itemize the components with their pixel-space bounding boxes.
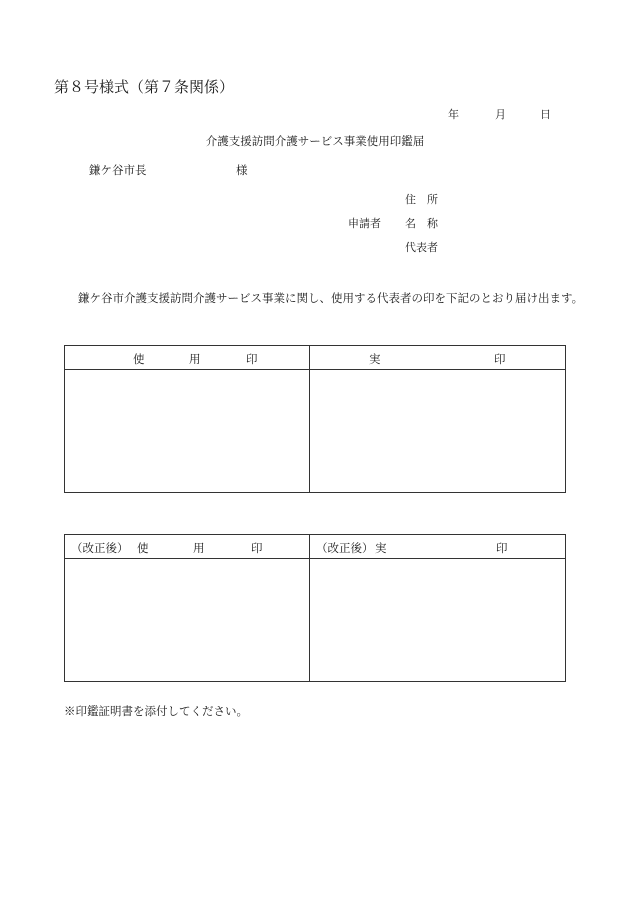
used-seal-box[interactable] — [65, 370, 310, 492]
header-char: 印 — [496, 541, 508, 555]
applicant-label: 申請者 — [348, 217, 381, 230]
revised-prefix: （改正後） — [71, 541, 129, 555]
seal-table — [64, 345, 566, 493]
date-month-label: 月 — [495, 108, 506, 121]
name-label: 名 称 — [405, 217, 438, 230]
attachment-note: ※印鑑証明書を添付してください。 — [64, 704, 248, 718]
actual-seal-header — [310, 346, 565, 370]
revised-used-seal-box[interactable] — [65, 559, 310, 681]
body-text: 鎌ケ谷市介護支援訪問介護サービス事業に関し、使用する代表者の印を下記のとおり届け出ます。 — [78, 291, 584, 305]
header-char: 実 — [375, 541, 387, 555]
revised-actual-seal-box[interactable] — [310, 559, 565, 681]
actual-seal-box[interactable] — [310, 370, 565, 492]
header-char: 印 — [494, 352, 506, 366]
date-day-label: 日 — [540, 108, 551, 121]
form-number: 第８号様式（第７条関係） — [54, 78, 235, 96]
header-char: 印 — [251, 541, 263, 555]
header-char: 使 — [137, 541, 149, 555]
header-char: 使 — [133, 352, 145, 366]
used-seal-header — [65, 346, 310, 370]
revised-actual-seal-header — [310, 535, 565, 559]
header-char: 印 — [246, 352, 258, 366]
revised-prefix: （改正後） — [316, 541, 374, 555]
date-year-label: 年 — [448, 108, 459, 121]
addressee: 鎌ケ谷市長 — [89, 163, 147, 177]
address-label: 住 所 — [405, 193, 438, 206]
header-char: 用 — [189, 352, 201, 366]
addressee-suffix: 様 — [236, 163, 248, 177]
revised-used-seal-header — [65, 535, 310, 559]
header-char: 実 — [369, 352, 381, 366]
representative-label: 代表者 — [405, 241, 438, 254]
header-char: 用 — [193, 541, 205, 555]
revised-seal-table — [64, 534, 566, 682]
document-title: 介護支援訪問介護サービス事業使用印鑑届 — [205, 134, 425, 148]
